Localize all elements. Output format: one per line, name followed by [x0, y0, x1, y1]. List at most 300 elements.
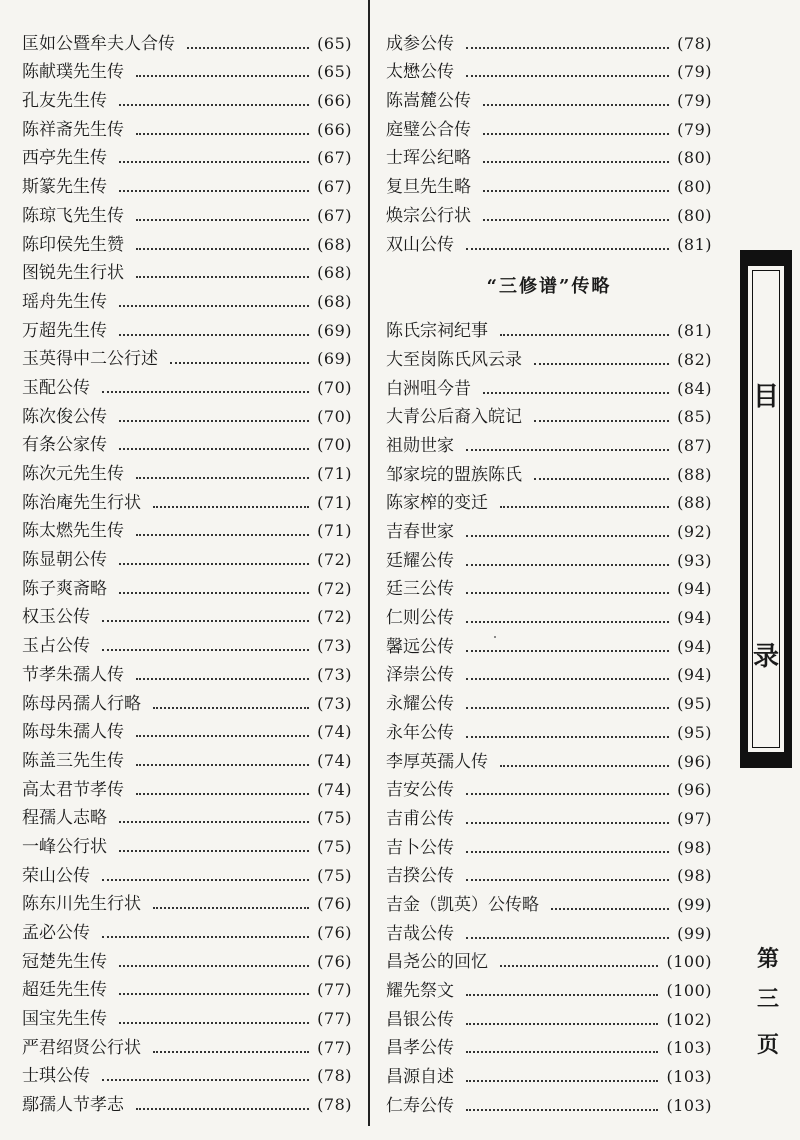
toc-entry-page: (85)	[677, 407, 712, 427]
toc-entry	[22, 342, 352, 371]
toc-entry-page: (76)	[317, 923, 352, 942]
toc-entry-page: (70)	[317, 377, 352, 397]
toc-entry-page: (76)	[317, 951, 352, 971]
toc-entry-page: (72)	[317, 550, 352, 570]
toc-entry-title: 大至岗陈氏风云录	[386, 349, 522, 370]
dot-leader	[153, 707, 309, 709]
toc-entry-title: 吉春世家	[386, 522, 454, 542]
toc-entry-title: 一峰公行状	[22, 836, 107, 857]
dot-leader	[102, 936, 309, 938]
toc-entry-title: 吉揆公传	[386, 866, 454, 887]
toc-entry	[22, 1087, 352, 1116]
toc-right-bottom-list	[386, 314, 712, 1117]
dot-leader	[534, 420, 669, 422]
dot-leader	[187, 47, 309, 49]
toc-entry-page: (67)	[317, 205, 352, 225]
dot-leader	[466, 621, 669, 623]
toc-entry-page: (70)	[317, 406, 352, 426]
toc-entry	[22, 198, 352, 227]
toc-entry	[386, 572, 712, 601]
toc-entry-page: (102)	[666, 1009, 712, 1029]
toc-entry	[386, 1002, 712, 1031]
dot-leader	[466, 793, 669, 795]
toc-entry-page: (103)	[666, 1095, 712, 1115]
toc-entry-title: 万超先生传	[22, 320, 107, 341]
toc-entry	[22, 26, 352, 55]
toc-entry-page: (72)	[317, 607, 352, 627]
toc-entry	[22, 571, 352, 600]
toc-right-column	[386, 26, 712, 1117]
toc-entry-page: (75)	[317, 865, 352, 885]
toc-entry-title: 昌源自述	[386, 1067, 454, 1088]
toc-entry	[22, 83, 352, 112]
toc-entry	[386, 342, 712, 371]
dot-leader	[119, 965, 309, 967]
toc-entry	[22, 256, 352, 285]
toc-entry	[386, 629, 712, 658]
toc-entry-title: 陈太燃先生传	[22, 521, 124, 542]
toc-entry-title: 斯篆先生传	[22, 177, 107, 198]
toc-entry-title: 陈印侯先生赞	[22, 234, 124, 255]
dot-leader	[102, 879, 309, 881]
toc-entry-title: 邹家垸的盟族陈氏	[386, 464, 522, 485]
toc-entry-title: 复旦先生略	[386, 177, 471, 198]
toc-entry-page: (78)	[317, 1095, 352, 1115]
toc-entry	[22, 1001, 352, 1030]
toc-entry	[22, 456, 352, 485]
dot-leader	[119, 420, 309, 422]
toc-entry	[386, 801, 712, 830]
toc-entry	[386, 686, 712, 715]
dot-leader	[500, 765, 669, 767]
toc-entry-title: 太懋公传	[386, 62, 454, 83]
toc-entry-title: 陈治庵先生行状	[22, 492, 141, 513]
toc-entry-title: 有条公家传	[22, 435, 107, 456]
toc-entry	[22, 715, 352, 744]
toc-entry-page: (98)	[677, 866, 712, 886]
side-tab	[740, 250, 792, 768]
toc-entry-title: 陈献璞先生传	[22, 62, 124, 83]
toc-entry-title: 严君绍贤公行状	[22, 1037, 141, 1058]
toc-entry-page: (81)	[677, 234, 712, 254]
toc-entry	[386, 916, 712, 945]
dot-leader	[466, 736, 669, 738]
toc-entry	[22, 973, 352, 1002]
toc-entry-title: 双山公传	[386, 234, 454, 255]
toc-entry	[386, 486, 712, 515]
toc-entry-title: 高太君节孝传	[22, 779, 124, 800]
toc-entry-title: 馨远公传	[386, 636, 454, 657]
dot-leader	[466, 937, 669, 939]
toc-entry-title: 陈子爽斋略	[22, 578, 107, 599]
side-tab-frame	[746, 264, 786, 754]
toc-entry-page: (95)	[677, 722, 712, 742]
dot-leader	[483, 190, 669, 192]
toc-entry	[386, 457, 712, 486]
toc-entry-page: (77)	[317, 980, 352, 1000]
toc-entry-page: (79)	[677, 62, 712, 82]
dot-leader	[136, 534, 309, 536]
toc-entry	[22, 141, 352, 170]
toc-entry-page: (78)	[317, 1066, 352, 1086]
toc-entry	[386, 1088, 712, 1117]
toc-entry-page: (97)	[677, 808, 712, 828]
toc-entry-title: 瑶舟先生传	[22, 291, 107, 312]
toc-entry-page: (98)	[677, 837, 712, 857]
toc-entry-page: (94)	[677, 608, 712, 628]
dot-leader	[170, 362, 309, 364]
toc-entry-title: 昌尧公的回忆	[386, 952, 488, 973]
toc-entry-title: 荣山公传	[22, 865, 90, 886]
dot-leader	[136, 276, 309, 278]
toc-entry-page: (100)	[666, 981, 712, 1000]
dot-leader	[500, 506, 669, 508]
dot-leader	[483, 161, 669, 163]
dot-leader	[119, 821, 309, 823]
toc-entry-page: (96)	[677, 751, 712, 771]
dot-leader	[119, 104, 309, 106]
toc-entry	[22, 743, 352, 772]
toc-entry-page: (66)	[317, 119, 352, 139]
toc-entry-page: (68)	[317, 234, 352, 254]
toc-entry-page: (79)	[677, 91, 712, 111]
toc-entry-title: 玉占公传	[22, 636, 90, 657]
toc-entry	[386, 973, 712, 1002]
toc-entry-title: 冠楚先生传	[22, 951, 107, 972]
toc-entry-title: 廷耀公传	[386, 550, 454, 571]
toc-entry-page: (70)	[317, 435, 352, 455]
column-divider	[368, 14, 370, 1126]
dot-leader	[136, 678, 309, 680]
toc-entry-page: (74)	[317, 750, 352, 770]
toc-entry-title: 吉卜公传	[386, 837, 454, 858]
toc-entry-title: 士琪公传	[22, 1066, 90, 1087]
toc-entry	[386, 227, 712, 256]
toc-entry	[22, 227, 352, 256]
dot-leader	[102, 649, 309, 651]
toc-entry-title: 陈祥斋先生传	[22, 119, 124, 140]
toc-entry-title: 成参公传	[386, 33, 454, 54]
toc-entry	[22, 801, 352, 830]
toc-entry	[386, 715, 712, 744]
dot-leader	[119, 448, 309, 450]
toc-entry	[22, 284, 352, 313]
toc-entry-title: 仁寿公传	[386, 1095, 454, 1116]
toc-entry	[22, 542, 352, 571]
dot-leader	[466, 994, 658, 996]
toc-entry-page: (67)	[317, 177, 352, 197]
dot-leader	[466, 851, 669, 853]
toc-entry-page: (93)	[677, 550, 712, 570]
toc-entry-title: 节孝朱孺人传	[22, 664, 124, 685]
toc-entry-title: 泽崇公传	[386, 665, 454, 686]
toc-entry-title: 西亭先生传	[22, 148, 107, 169]
toc-entry-page: (69)	[317, 320, 352, 340]
toc-entry	[22, 428, 352, 457]
toc-entry	[386, 83, 712, 112]
toc-entry-page: (71)	[317, 521, 352, 541]
dot-leader	[466, 592, 669, 594]
dot-leader	[153, 506, 309, 508]
toc-entry	[386, 112, 712, 141]
toc-entry	[22, 1030, 352, 1059]
page-label-char-san: 三	[756, 986, 779, 1012]
dot-leader	[466, 1109, 658, 1111]
page-label-char-ye: 页	[756, 1032, 779, 1058]
toc-entry-title: 程孺人志略	[22, 808, 107, 829]
toc-entry-page: (73)	[317, 664, 352, 684]
toc-entry-title: 庭璧公合传	[386, 119, 471, 140]
toc-entry-title: 孟必公传	[22, 923, 90, 943]
dot-leader	[534, 478, 669, 480]
toc-entry-title: 陈家榨的变迁	[386, 493, 488, 514]
dot-leader	[483, 104, 669, 106]
dot-leader	[466, 248, 669, 250]
toc-entry-page: (103)	[666, 1067, 712, 1087]
toc-entry-title: 永耀公传	[386, 694, 454, 715]
toc-entry	[386, 400, 712, 429]
section-title: “三修谱”传略	[486, 275, 612, 297]
toc-entry	[386, 1031, 712, 1060]
ink-speck	[494, 636, 496, 638]
dot-leader	[466, 1080, 658, 1082]
toc-entry	[22, 1059, 352, 1088]
dot-leader	[483, 392, 669, 394]
toc-entry	[386, 26, 712, 55]
toc-entry	[22, 944, 352, 973]
toc-entry	[22, 485, 352, 514]
toc-entry-page: (69)	[317, 349, 352, 369]
dot-leader	[483, 133, 669, 135]
dot-leader	[136, 764, 309, 766]
toc-entry-page: (99)	[677, 923, 712, 943]
toc-entry-page: (80)	[677, 148, 712, 168]
dot-leader	[136, 133, 309, 135]
toc-entry-title: 陈氏宗祠纪事	[386, 321, 488, 342]
dot-leader	[466, 564, 669, 566]
toc-entry-title: 陈东川先生行状	[22, 894, 141, 915]
dot-leader	[466, 75, 669, 77]
toc-entry	[22, 370, 352, 399]
toc-entry	[22, 829, 352, 858]
toc-entry-page: (65)	[317, 33, 352, 53]
toc-entry-title: 昌孝公传	[386, 1038, 454, 1059]
toc-entry	[22, 858, 352, 887]
toc-entry-title: 焕宗公行状	[386, 205, 471, 226]
toc-entry	[386, 314, 712, 343]
toc-entry	[386, 371, 712, 400]
dot-leader	[466, 650, 669, 652]
toc-entry-title: 国宝先生传	[22, 1009, 107, 1030]
dot-leader	[119, 334, 309, 336]
dot-leader	[500, 965, 658, 967]
toc-entry	[22, 686, 352, 715]
toc-entry-page: (94)	[677, 636, 712, 656]
toc-entry-page: (75)	[317, 808, 352, 828]
toc-entry-page: (80)	[677, 205, 712, 225]
toc-entry-title: 陈盖三先生传	[22, 750, 124, 771]
toc-entry-title: 廷三公传	[386, 579, 454, 600]
toc-entry	[22, 628, 352, 657]
page-label-char-di: 第	[756, 946, 779, 972]
toc-entry	[22, 55, 352, 84]
dot-leader	[136, 219, 309, 221]
toc-entry-title: 吉金（凯英）公传略	[386, 894, 539, 915]
toc-entry-page: (80)	[677, 177, 712, 197]
dot-leader	[551, 908, 669, 910]
toc-entry	[386, 773, 712, 802]
dot-leader	[153, 907, 309, 909]
toc-entry-page: (68)	[317, 263, 352, 283]
toc-entry	[386, 859, 712, 888]
toc-entry-page: (103)	[666, 1038, 712, 1058]
toc-entry-title: 陈显朝公传	[22, 550, 107, 571]
dot-leader	[119, 850, 309, 852]
toc-entry-page: (71)	[317, 492, 352, 512]
toc-entry	[386, 543, 712, 572]
dot-leader	[119, 305, 309, 307]
side-tab-char-lu: 录	[752, 642, 779, 672]
toc-entry-page: (77)	[317, 1009, 352, 1029]
toc-entry-title: 陈次俊公传	[22, 406, 107, 427]
toc-entry-page: (71)	[317, 464, 352, 483]
toc-entry-page: (87)	[677, 435, 712, 455]
dot-leader	[466, 449, 669, 451]
dot-leader	[153, 1051, 309, 1053]
toc-entry-page: (76)	[317, 894, 352, 914]
dot-leader	[119, 1022, 309, 1024]
toc-entry	[22, 313, 352, 342]
toc-entry	[386, 1059, 712, 1088]
toc-entry	[22, 657, 352, 686]
toc-entry-title: 图锐先生行状	[22, 263, 124, 284]
toc-entry-page: (100)	[666, 952, 712, 972]
toc-right-top-list	[386, 26, 712, 256]
dot-leader	[136, 793, 309, 795]
toc-entry-title: 吉甫公传	[386, 808, 454, 829]
toc-entry-title: 陈嵩麓公传	[386, 91, 471, 112]
toc-entry-title: 仁则公传	[386, 608, 454, 629]
toc-entry-title: 白洲咀今昔	[386, 378, 471, 399]
toc-entry	[386, 658, 712, 687]
toc-entry-title: 耀先祭文	[386, 981, 454, 1001]
toc-entry-page: (68)	[317, 291, 352, 311]
toc-entry-page: (99)	[677, 894, 712, 914]
toc-entry-page: (81)	[677, 321, 712, 341]
toc-entry	[386, 830, 712, 859]
side-tab-char-mu: 目	[752, 382, 779, 412]
dot-leader	[119, 563, 309, 565]
toc-entry-title: 陈次元先生传	[22, 464, 124, 484]
toc-entry-title: 陈琼飞先生传	[22, 205, 124, 226]
dot-leader	[500, 334, 669, 336]
dot-leader	[102, 1079, 309, 1081]
toc-entry-page: (84)	[677, 378, 712, 398]
dot-leader	[136, 75, 309, 77]
toc-entry-title: 玉英得中二公行述	[22, 349, 158, 370]
toc-entry	[22, 169, 352, 198]
dot-leader	[466, 535, 669, 537]
toc-entry-page: (74)	[317, 722, 352, 742]
toc-entry-page: (65)	[317, 62, 352, 82]
toc-entry-title: 权玉公传	[22, 607, 90, 628]
dot-leader	[136, 248, 309, 250]
dot-leader	[102, 620, 309, 622]
toc-entry-page: (74)	[317, 779, 352, 799]
toc-entry-page: (67)	[317, 148, 352, 168]
toc-entry-page: (95)	[677, 694, 712, 714]
toc-entry-page: (78)	[677, 33, 712, 53]
toc-entry-title: 祖勋世家	[386, 435, 454, 456]
dot-leader	[102, 391, 309, 393]
toc-entry-title: 昌银公传	[386, 1009, 454, 1030]
toc-entry-page: (73)	[317, 636, 352, 656]
toc-entry	[386, 600, 712, 629]
toc-entry	[22, 600, 352, 629]
toc-entry-title: 吉哉公传	[386, 923, 454, 944]
toc-entry-title: 陈母朱孺人传	[22, 722, 124, 743]
toc-entry	[22, 399, 352, 428]
toc-entry-title: 大青公后裔入皖记	[386, 407, 522, 428]
toc-entry-title: 士珲公纪略	[386, 148, 471, 169]
toc-entry	[22, 772, 352, 801]
dot-leader	[466, 707, 669, 709]
toc-entry-title: 玉配公传	[22, 377, 90, 398]
toc-entry-title: 孔友先生传	[22, 91, 107, 112]
toc-entry	[386, 744, 712, 773]
toc-entry	[386, 169, 712, 198]
dot-leader	[136, 735, 309, 737]
toc-entry-title: 超廷先生传	[22, 980, 107, 1001]
dot-leader	[119, 592, 309, 594]
toc-entry	[386, 198, 712, 227]
toc-entry	[386, 428, 712, 457]
toc-entry-title: 吉安公传	[386, 780, 454, 801]
toc-entry	[386, 514, 712, 543]
toc-entry-page: (77)	[317, 1037, 352, 1057]
dot-leader	[466, 678, 669, 680]
dot-leader	[466, 1051, 658, 1053]
dot-leader	[466, 1023, 658, 1025]
dot-leader	[119, 993, 309, 995]
toc-entry-page: (82)	[677, 349, 712, 369]
dot-leader	[136, 477, 309, 479]
dot-leader	[466, 822, 669, 824]
toc-entry-page: (88)	[677, 464, 712, 484]
dot-leader	[466, 879, 669, 881]
toc-entry-page: (75)	[317, 836, 352, 856]
dot-leader	[483, 219, 669, 221]
toc-entry-page: (88)	[677, 493, 712, 513]
toc-entry	[386, 55, 712, 84]
toc-entry-page: (73)	[317, 693, 352, 713]
dot-leader	[119, 161, 309, 163]
toc-left-column	[22, 26, 352, 1116]
dot-leader	[136, 1108, 309, 1110]
dot-leader	[466, 47, 669, 49]
toc-entry	[22, 887, 352, 916]
toc-entry-title: 鄢孺人节孝志	[22, 1095, 124, 1116]
toc-entry	[386, 141, 712, 170]
toc-entry	[22, 112, 352, 141]
toc-entry-page: (94)	[677, 665, 712, 685]
toc-entry-title: 陈母呙孺人行略	[22, 693, 141, 714]
toc-entry	[22, 514, 352, 543]
toc-entry-page: (94)	[677, 579, 712, 599]
toc-entry	[22, 915, 352, 944]
toc-entry-page: (92)	[677, 522, 712, 541]
dot-leader	[119, 190, 309, 192]
